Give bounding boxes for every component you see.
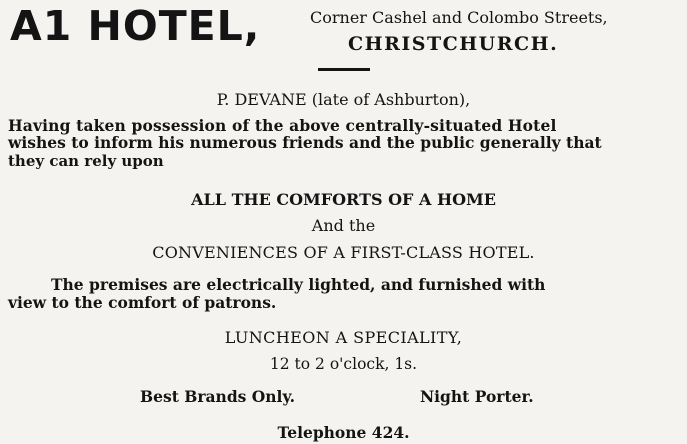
premises-line-1: The premises are electrically lighted, and furnished with <box>51 275 546 294</box>
luncheon-heading: LUNCHEON A SPECIALITY, <box>224 328 463 347</box>
conveniences-heading: CONVENIENCES OF A FIRST-CLASS HOTEL. <box>152 243 535 262</box>
intro-line-2: wishes to inform his numerous friends and the public generally that <box>8 133 602 152</box>
hotel-name: A1 HOTEL, <box>10 2 261 50</box>
divider-rule <box>318 68 370 71</box>
luncheon-hours: 12 to 2 o'clock, 1s. <box>269 355 418 373</box>
intro-line-3: they can rely upon <box>8 152 164 170</box>
night-porter-note: Night Porter. <box>420 387 534 406</box>
and-the-line: And the <box>311 216 376 235</box>
comforts-heading: ALL THE COMFORTS OF A HOME <box>191 190 496 209</box>
city-name: CHRISTCHURCH. <box>348 33 559 55</box>
best-brands-note: Best Brands Only. <box>140 387 296 406</box>
street-address: Corner Cashel and Colombo Streets, <box>310 8 608 27</box>
telephone-number: Telephone 424. <box>277 423 410 442</box>
proprietor-line: P. DEVANE (late of Ashburton), <box>216 90 471 109</box>
premises-line-2: view to the comfort of patrons. <box>8 293 277 312</box>
intro-line-1: Having taken possession of the above centrally-situated Hotel <box>8 116 557 135</box>
